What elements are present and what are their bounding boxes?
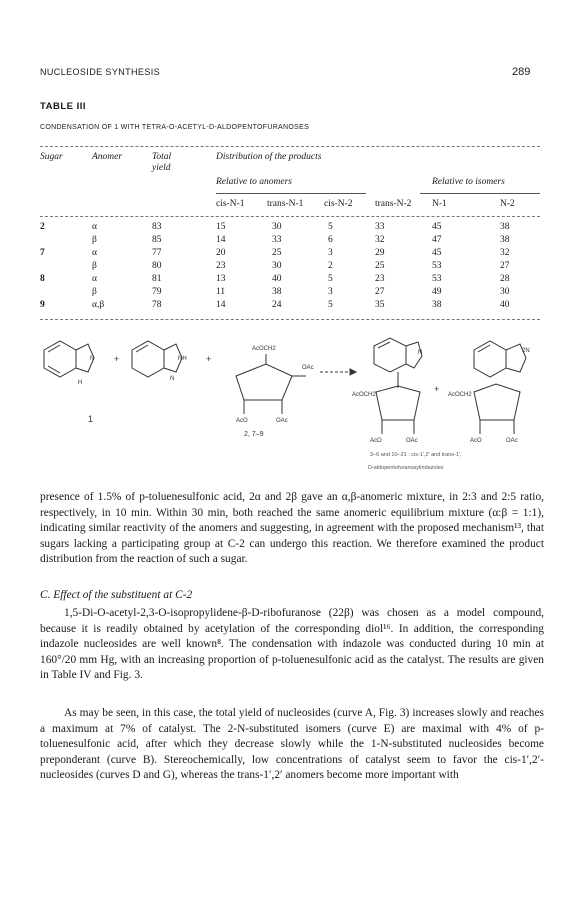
cell-cis-n1: 14 [216, 300, 226, 310]
product2-2n-label: 2N [522, 348, 530, 354]
cell-n1: 53 [432, 261, 442, 271]
product-structure-1 [374, 338, 422, 434]
header-distribution: Distribution of the products [216, 152, 322, 162]
cell-trans-n1: 25 [272, 248, 282, 258]
cell-n1: 38 [432, 300, 442, 310]
sugar-ring [236, 354, 306, 414]
indazole-structure-1 [44, 341, 94, 377]
cell-trans-n1: 30 [272, 222, 282, 232]
plus-sign-1: + [114, 354, 120, 364]
cell-anomer: β [92, 235, 97, 245]
header-bottom-rule [40, 216, 540, 217]
cell-cis-n1: 13 [216, 274, 226, 284]
cell-cis-n2: 5 [328, 274, 333, 284]
cell-sugar: 8 [40, 274, 45, 284]
cell-trans-n2: 27 [375, 287, 385, 297]
nitrogen-label-2: N [170, 376, 175, 382]
paragraph-1: presence of 1.5% of p-toluenesulfonic acid, 2α and 2β gave an α,β-anomeric mixture, in 2:3 and 2:5 ratio, respectively, in 10 min. Within 30 min, both reached the same anomeric equilibrium mixture (α:β = 1:1), indicating similar reactivity of the anomers and suggesting, in agreement with the proposed mechanism¹³, that sugars lacking a participating group at C-2 can undergo this reaction. We therefore examined the product distribution from the reaction of such a sugar. [40, 491, 544, 566]
cell-anomer: β [92, 287, 97, 297]
product1-nitrogen-label: N [418, 350, 423, 356]
cell-sugar: 9 [40, 300, 45, 310]
cell-anomer: α [92, 222, 97, 232]
header-anomer: Anomer [92, 152, 123, 162]
table-label: TABLE III [40, 101, 87, 112]
cell-trans-n1: 24 [272, 300, 282, 310]
cell-trans-n1: 40 [272, 274, 282, 284]
cell-n1: 45 [432, 222, 442, 232]
cell-sugar: 2 [40, 222, 45, 232]
header-total: Total [152, 152, 172, 162]
cell-n2: 30 [500, 287, 510, 297]
reaction-scheme [30, 336, 550, 476]
running-header: NUCLEOSIDE SYNTHESIS [40, 67, 161, 77]
nh-label: NH [178, 356, 187, 362]
cell-n1: 53 [432, 274, 442, 284]
table-bottom-rule [40, 319, 540, 320]
cell-total: 85 [152, 235, 162, 245]
plus-sign-3: + [434, 384, 440, 394]
product2-left-label: AcOCH2 [448, 392, 472, 398]
cell-anomer: α,β [92, 300, 105, 310]
plus-sign-2: + [206, 354, 212, 364]
cell-trans-n2: 33 [375, 222, 385, 232]
header-yield: yield [152, 163, 171, 173]
subheader-rule-anomers [216, 193, 366, 194]
header-trans-n1: trans-N-1 [267, 199, 304, 209]
arrow-head [350, 369, 356, 375]
cell-trans-n1: 33 [272, 235, 282, 245]
cell-cis-n1: 15 [216, 222, 226, 232]
paragraph-2: 1,5-Di-O-acetyl-2,3-O-isopropylidene-β-D-ribofuranose (22β) was chosen as a model compound, because it is readily obtained by acetylation of the corresponding diol¹⁶. In addition, the corresponding indazole nucleosides are well known⁸. The condensation with indazole was conducted during 10 min at 160°/20 mm Hg, with an increasing proportion of p-toluenesulfonic acid as the catalyst. The results are given in Table IV and Fig. 3. [40, 607, 544, 682]
cell-trans-n2: 23 [375, 274, 385, 284]
cell-cis-n1: 11 [216, 287, 226, 297]
product-structure-2 [474, 341, 526, 434]
cell-n2: 40 [500, 300, 510, 310]
cell-total: 80 [152, 261, 162, 271]
cell-cis-n1: 23 [216, 261, 226, 271]
cell-anomer: β [92, 261, 97, 271]
cell-n1: 47 [432, 235, 442, 245]
section-heading: C. Effect of the substituent at C-2 [40, 589, 193, 601]
header-trans-n2: trans-N-2 [375, 199, 412, 209]
product-caption-1: 3–6 and 10–21 : cis-1′,2′ and trans-1′, [370, 452, 462, 458]
cell-trans-n2: 35 [375, 300, 385, 310]
sugar-top-label: AcOCH2 [252, 346, 276, 352]
sugar-bottom-left-label: AcO [236, 418, 248, 424]
cell-total: 81 [152, 274, 162, 284]
cell-n2: 28 [500, 274, 510, 284]
cell-sugar: 7 [40, 248, 45, 258]
cell-n2: 32 [500, 248, 510, 258]
cell-trans-n2: 29 [375, 248, 385, 258]
product-caption-2: D-aldopentofuranosylindazoles [368, 465, 444, 471]
page-number: 289 [512, 66, 531, 78]
header-relative-anomers: Relative to anomers [216, 177, 292, 187]
product1-bottom-left-label: AcO [370, 438, 382, 444]
cell-total: 77 [152, 248, 162, 258]
cell-anomer: α [92, 248, 97, 258]
hydrogen-label-1: H [78, 380, 83, 386]
product2-bottom-left-label: AcO [470, 438, 482, 444]
paragraph-3: As may be seen, in this case, the total yield of nucleosides (curve A, Fig. 3) increases slowly and reaches a maximum at 7% of catalyst. The 2-N-substituted isomers (curve E) are maximal with 4% of p-toluenesulfonic acid, after which they decrease slowly while the 1-N-substituted nucleosides become preponderant (curve B). Stereochemically, low concentrations of catalyst seem to favor the cis-1′,2′-nucleosides (curves D and G), whereas the trans-1′,2′ anomers become more important with [40, 707, 544, 782]
header-cis-n1: cis-N-1 [216, 199, 245, 209]
cell-cis-n2: 3 [328, 248, 333, 258]
cell-cis-n2: 5 [328, 300, 333, 310]
product2-bottom-right-label: OAc [506, 438, 518, 444]
cell-cis-n1: 14 [216, 235, 226, 245]
cell-cis-n1: 20 [216, 248, 226, 258]
cell-trans-n1: 38 [272, 287, 282, 297]
cell-n1: 49 [432, 287, 442, 297]
cell-n1: 45 [432, 248, 442, 258]
header-relative-isomers: Relative to isomers [432, 177, 505, 187]
sugar-right-label: OAc [302, 365, 314, 371]
subheader-rule-isomers [420, 193, 540, 194]
cell-cis-n2: 3 [328, 287, 333, 297]
cell-n2: 27 [500, 261, 510, 271]
header-cis-n2: cis-N-2 [324, 199, 353, 209]
cell-cis-n2: 2 [328, 261, 333, 271]
nitrogen-label-1: N [90, 356, 95, 362]
cell-anomer: α [92, 274, 97, 284]
header-sugar: Sugar [40, 152, 63, 162]
cell-trans-n2: 32 [375, 235, 385, 245]
cell-cis-n2: 6 [328, 235, 333, 245]
cell-cis-n2: 5 [328, 222, 333, 232]
cell-total: 79 [152, 287, 162, 297]
header-n2: N-2 [500, 199, 515, 209]
header-n1: N-1 [432, 199, 447, 209]
product1-bottom-right-label: OAc [406, 438, 418, 444]
indazole-structure-2 [132, 341, 182, 377]
product1-left-label: AcOCH2 [352, 392, 376, 398]
cell-total: 78 [152, 300, 162, 310]
cell-n2: 38 [500, 235, 510, 245]
cell-total: 83 [152, 222, 162, 232]
sugar-number-label: 2, 7–9 [244, 431, 264, 438]
sugar-bottom-right-label: OAc [276, 418, 288, 424]
table-top-rule [40, 146, 540, 147]
compound-1-label: 1 [88, 414, 94, 424]
table-caption: CONDENSATION OF 1 WITH TETRA-O-ACETYL-D-ALDOPENTOFURANOSES [40, 124, 310, 131]
cell-trans-n1: 30 [272, 261, 282, 271]
cell-n2: 38 [500, 222, 510, 232]
cell-trans-n2: 25 [375, 261, 385, 271]
